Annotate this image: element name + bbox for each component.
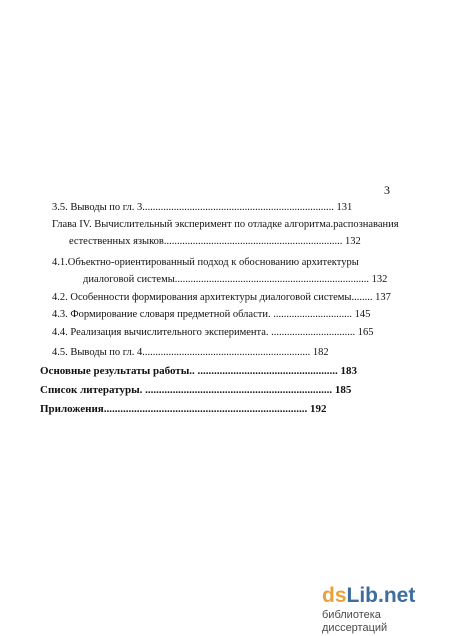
toc-entry-chapter-4-continued: естественных языков.................................................................... 132 [69, 236, 361, 247]
dslib-subtitle: библиотека диссертаций [322, 609, 388, 634]
toc-entry-4-1-continued: диалоговой системы.......................................................................... 132 [83, 274, 388, 285]
toc-entry-chapter-4-title: Глава IV. Вычислительный эксперимент по отладке алгоритма.распознавания [52, 219, 399, 230]
toc-entry-3-5: 3.5. Выводы по гл. 3......................................................................... 131 [52, 202, 353, 213]
dslib-watermark [322, 585, 444, 635]
toc-entry-appendices: Приложения.......................................................................... 192 [40, 403, 327, 415]
dslib-logo: dsLib.net [322, 584, 416, 607]
toc-entry-4-1-title: 4.1.Объектно-ориентированный подход к обоснованию архитектуры [52, 257, 359, 268]
toc-entry-main-results: Основные результаты работы.. ................................................... 183 [40, 365, 358, 377]
page-number: 3 [384, 183, 390, 197]
toc-entry-references: Список литературы. .................................................................... 185 [40, 384, 352, 396]
toc-entry-4-2: 4.2. Особенности формирования архитектуры диалоговой системы........ 137 [52, 292, 391, 303]
toc-entry-4-3: 4.3. Формирование словаря предметной области. .............................. 145 [52, 309, 371, 320]
toc-entry-4-4: 4.4. Реализация вычислительного эксперимента. ................................ 165 [52, 327, 374, 338]
toc-entry-4-5: 4.5. Выводы по гл. 4................................................................ 182 [52, 347, 329, 358]
